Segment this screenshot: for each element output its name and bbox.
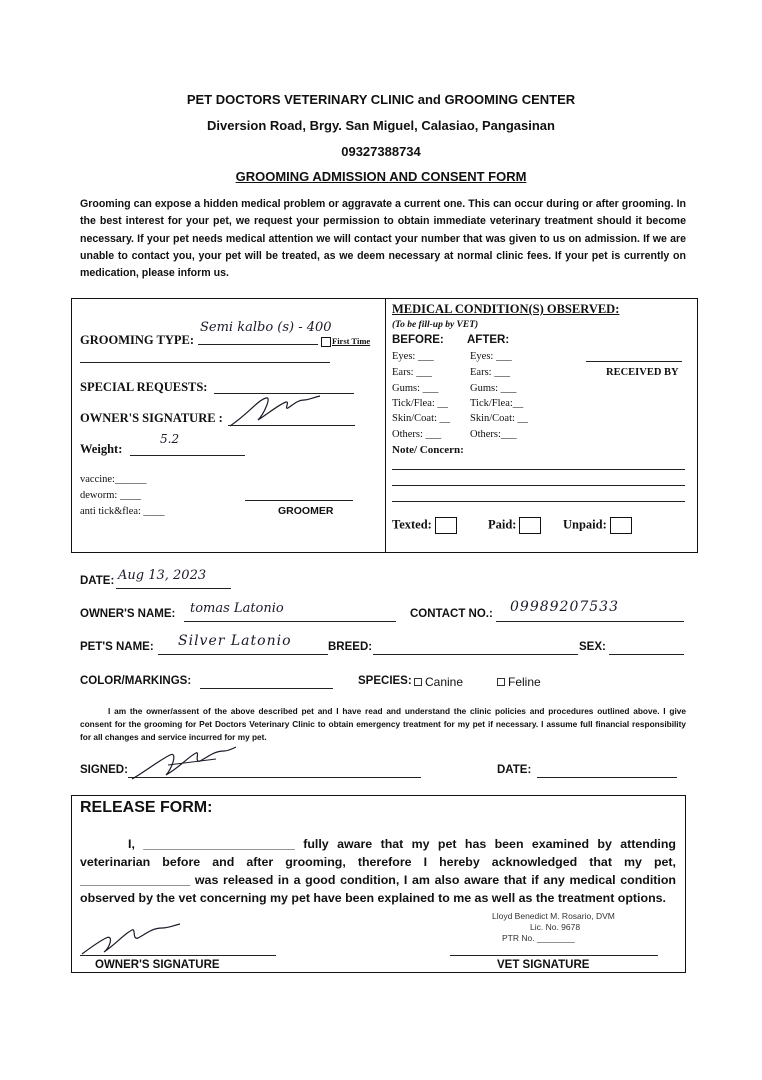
first-time-option[interactable] bbox=[321, 336, 370, 347]
texted-checkbox[interactable] bbox=[435, 517, 457, 534]
date-label: DATE: bbox=[80, 575, 115, 587]
paid-label: Paid: bbox=[488, 517, 517, 532]
canine-label: Canine bbox=[425, 675, 464, 689]
owner-name-label: OWNER'S NAME: bbox=[80, 608, 176, 620]
groomer-label: GROOMER bbox=[278, 505, 334, 517]
note-label: Note/ Concern: bbox=[392, 444, 464, 456]
signed-label: SIGNED: bbox=[80, 764, 128, 776]
release-vet-signature-field[interactable] bbox=[450, 955, 658, 956]
release-paragraph: I, ______________________ fully aware that my pet has been examined by attending veterinarian before and after grooming, therefore I hereby acknowledged that my pet, ________________ was released in a good condition, I am also aware that if any medical condition observed by the vet concerning my pet have been explained to me as well as the treatment options. bbox=[80, 837, 676, 905]
owner-name-value[interactable]: tomas Latonio bbox=[190, 601, 284, 616]
note-line-2[interactable] bbox=[392, 485, 685, 486]
clinic-name: PET DOCTORS VETERINARY CLINIC and GROOMING CENTER bbox=[186, 92, 576, 107]
note-line-1[interactable] bbox=[392, 469, 685, 470]
signed-signature-scribble bbox=[128, 745, 238, 783]
intro-paragraph: Grooming can expose a hidden medical problem or aggravate a current one. This can occur during or after grooming. In the best interest for your pet, we request your permission to obtain immediate veterinary treatment should it become necessary. If your pet needs medical attention we will contact your number that was given to us on admission. If we are unable to contact you, your pet will be treated, as we deem necessary at normal clinic fees. If your pet is currently on medication, please inform us. bbox=[80, 198, 686, 280]
special-requests-label: SPECIAL REQUESTS: bbox=[80, 380, 208, 394]
weight-value[interactable]: 5.2 bbox=[160, 432, 180, 446]
vet-stamp-ptr: PTR No. ________ bbox=[502, 933, 575, 943]
weight-label: Weight: bbox=[80, 442, 123, 456]
release-owner-signature-label: OWNER'S SIGNATURE bbox=[95, 959, 220, 971]
clinic-phone: 09327388734 bbox=[341, 144, 421, 159]
before-ears[interactable]: Ears: ___ bbox=[392, 367, 432, 378]
species-canine-option[interactable] bbox=[414, 675, 463, 689]
sex-field[interactable] bbox=[609, 654, 684, 655]
first-time-label: First Time bbox=[332, 336, 371, 346]
sex-label: SEX: bbox=[579, 641, 606, 653]
texted-label: Texted: bbox=[392, 517, 432, 532]
owner-signature-scribble bbox=[228, 392, 323, 428]
color-markings-field[interactable] bbox=[200, 688, 333, 689]
after-ears[interactable]: Ears: ___ bbox=[470, 367, 510, 378]
vet-stamp bbox=[492, 911, 615, 944]
feline-label: Feline bbox=[508, 675, 541, 689]
contact-value[interactable]: 09989207533 bbox=[510, 599, 619, 615]
after-skincoat[interactable]: Skin/Coat: __ bbox=[470, 413, 529, 424]
feline-checkbox[interactable] bbox=[497, 678, 505, 686]
vaccine-field[interactable]: vaccine:______ bbox=[80, 474, 147, 485]
contact-label: CONTACT NO.: bbox=[410, 608, 493, 620]
species-feline-option[interactable] bbox=[497, 675, 541, 689]
consent-paragraph: I am the owner/assent of the above described pet and I have read and understand the clinic policies and procedures outlined above. I give consent for the grooming for Pet Doctors Veterinary Clinic to obtain emergency treatment for my pet if necessary. I assume full financial responsibility for all changes and service incurred for my pet. bbox=[80, 706, 686, 742]
deworm-field[interactable]: deworm: ____ bbox=[80, 490, 141, 501]
after-label: AFTER: bbox=[467, 334, 510, 346]
note-line-3[interactable] bbox=[392, 501, 685, 502]
unpaid-checkbox[interactable] bbox=[610, 517, 632, 534]
release-owner-signature-field[interactable] bbox=[80, 955, 276, 956]
grooming-type-value[interactable]: Semi kalbo (s) - 400 bbox=[200, 320, 332, 335]
date-value[interactable]: Aug 13, 2023 bbox=[118, 568, 207, 583]
after-others[interactable]: Others:___ bbox=[470, 429, 517, 440]
after-tickflea[interactable]: Tick/Flea:__ bbox=[470, 398, 524, 409]
vet-stamp-name: Lloyd Benedict M. Rosario, DVM bbox=[492, 911, 615, 921]
first-time-checkbox[interactable] bbox=[321, 337, 331, 347]
canine-checkbox[interactable] bbox=[414, 678, 422, 686]
received-by-field[interactable] bbox=[586, 361, 682, 362]
box-divider bbox=[385, 298, 386, 553]
before-gums[interactable]: Gums: ___ bbox=[392, 383, 439, 394]
breed-field[interactable] bbox=[373, 654, 578, 655]
owner-signature-label: OWNER'S SIGNATURE : bbox=[80, 411, 223, 425]
after-eyes[interactable]: Eyes: ___ bbox=[470, 351, 512, 362]
before-label: BEFORE: bbox=[392, 334, 444, 346]
before-others[interactable]: Others: ___ bbox=[392, 429, 442, 440]
after-gums[interactable]: Gums: ___ bbox=[470, 383, 517, 394]
vet-stamp-license: Lic. No. 9678 bbox=[530, 922, 581, 932]
species-label: SPECIES: bbox=[358, 675, 412, 687]
color-markings-label: COLOR/MARKINGS: bbox=[80, 675, 192, 687]
unpaid-label: Unpaid: bbox=[563, 517, 607, 532]
paid-checkbox[interactable] bbox=[519, 517, 541, 534]
received-by-label: RECEIVED BY bbox=[606, 367, 679, 378]
signed-date-field[interactable] bbox=[537, 777, 677, 778]
before-skincoat[interactable]: Skin/Coat: __ bbox=[392, 413, 451, 424]
release-vet-signature-label: VET SIGNATURE bbox=[497, 959, 590, 971]
signed-date-label: DATE: bbox=[497, 764, 532, 776]
before-eyes[interactable]: Eyes: ___ bbox=[392, 351, 434, 362]
release-title: RELEASE FORM: bbox=[80, 799, 213, 816]
form-title: GROOMING ADMISSION AND CONSENT FORM bbox=[235, 169, 527, 184]
release-owner-signature-scribble bbox=[80, 918, 190, 958]
grooming-type-label: GROOMING TYPE: bbox=[80, 333, 195, 347]
paid-option[interactable] bbox=[488, 517, 541, 534]
texted-option[interactable] bbox=[392, 517, 457, 534]
pet-name-label: PET'S NAME: bbox=[80, 641, 154, 653]
breed-label: BREED: bbox=[328, 641, 373, 653]
before-tickflea[interactable]: Tick/Flea: __ bbox=[392, 398, 448, 409]
medical-subtitle: (To be fill-up by VET) bbox=[392, 320, 479, 330]
pet-name-value[interactable]: Silver Latonio bbox=[178, 633, 292, 649]
clinic-address: Diversion Road, Brgy. San Miguel, Calasiao, Pangasinan bbox=[207, 118, 555, 133]
antitick-field[interactable]: anti tick&flea: ____ bbox=[80, 506, 165, 517]
unpaid-option[interactable] bbox=[563, 517, 632, 534]
medical-title: MEDICAL CONDITION(S) OBSERVED: bbox=[392, 302, 620, 316]
